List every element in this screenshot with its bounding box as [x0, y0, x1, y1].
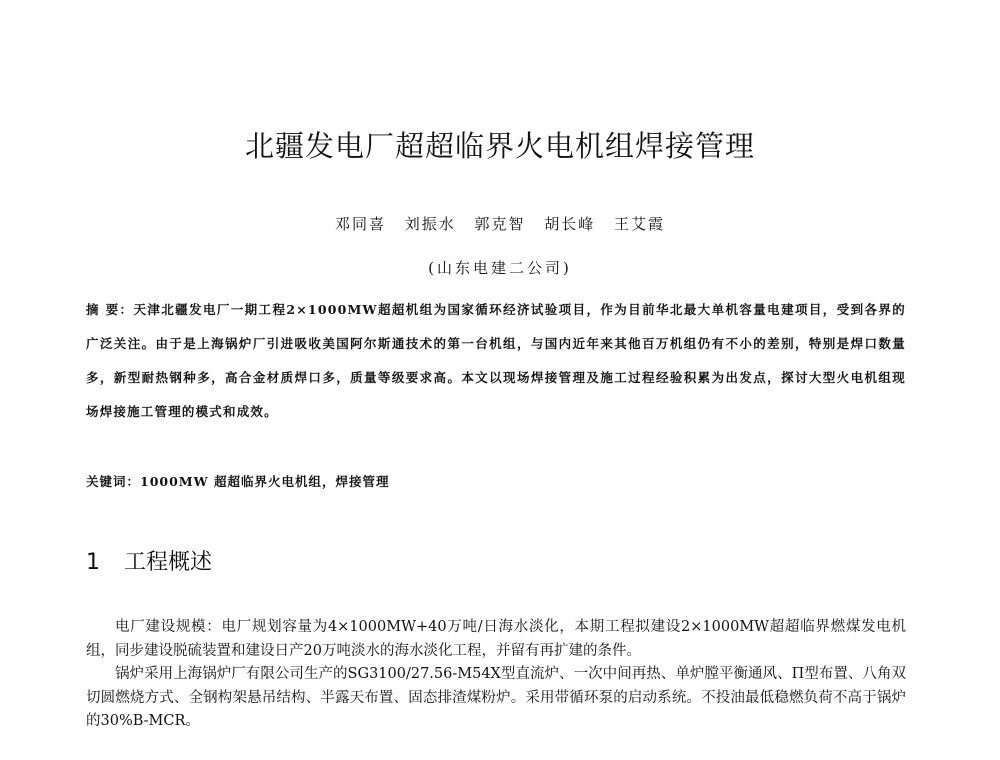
- abstract: [86, 293, 906, 429]
- body-paragraph: 电厂建设规模：电厂规划容量为4×1000MW+40万吨/日海水淡化，本期工程拟建设2×1000MW超超临界燃煤发电机组，同步建设脱硫装置和建设日产20万吨淡水的海水淡化工程，并留有再扩建的条件。: [86, 619, 906, 659]
- paper-title: 北疆发电厂超超临界火电机组焊接管理: [244, 129, 755, 163]
- section-body: [86, 616, 906, 734]
- abstract-label: 摘 要：: [86, 302, 134, 317]
- section-heading: [86, 545, 212, 576]
- keywords: [86, 472, 390, 490]
- affiliation: (山东电建二公司): [428, 259, 572, 277]
- section-title: 工程概述: [124, 550, 213, 575]
- body-paragraph: 锅炉采用上海锅炉厂有限公司生产的SG3100/27.56-M54X型直流炉、一次中间再热、单炉膛平衡通风、Π型布置、八角双切圆燃烧方式、全钢构架悬吊结构、半露天布置、固态排渣煤粉炉。采用带循环泵的启动系统。不投油最低稳燃负荷不高于锅炉的30%B-MCR。: [86, 666, 906, 729]
- abstract-text: 天津北疆发电厂一期工程2×1000MW超超机组为国家循环经济试验项目，作为目前华北最大单机容量电建项目，受到各界的广泛关注。由于是上海锅炉厂引进吸收美国阿尔斯通技术的第一台机组，与国内近年来其他百万机组仍有不小的差别，特别是焊口数量多，新型耐热钢种多，高合金材质焊口多，质量等级要求高。本文以现场焊接管理及施工过程经验积累为出发点，探讨大型火电机组现场焊接施工管理的模式和成效。: [86, 302, 906, 419]
- author-list: 邓同喜 刘振水 郭克智 胡长峰 王艾霞: [334, 215, 666, 233]
- keywords-text: 1000MW 超超临界火电机组，焊接管理: [140, 474, 390, 489]
- section-number: 1: [86, 550, 100, 575]
- keywords-label: 关键词：: [86, 474, 141, 489]
